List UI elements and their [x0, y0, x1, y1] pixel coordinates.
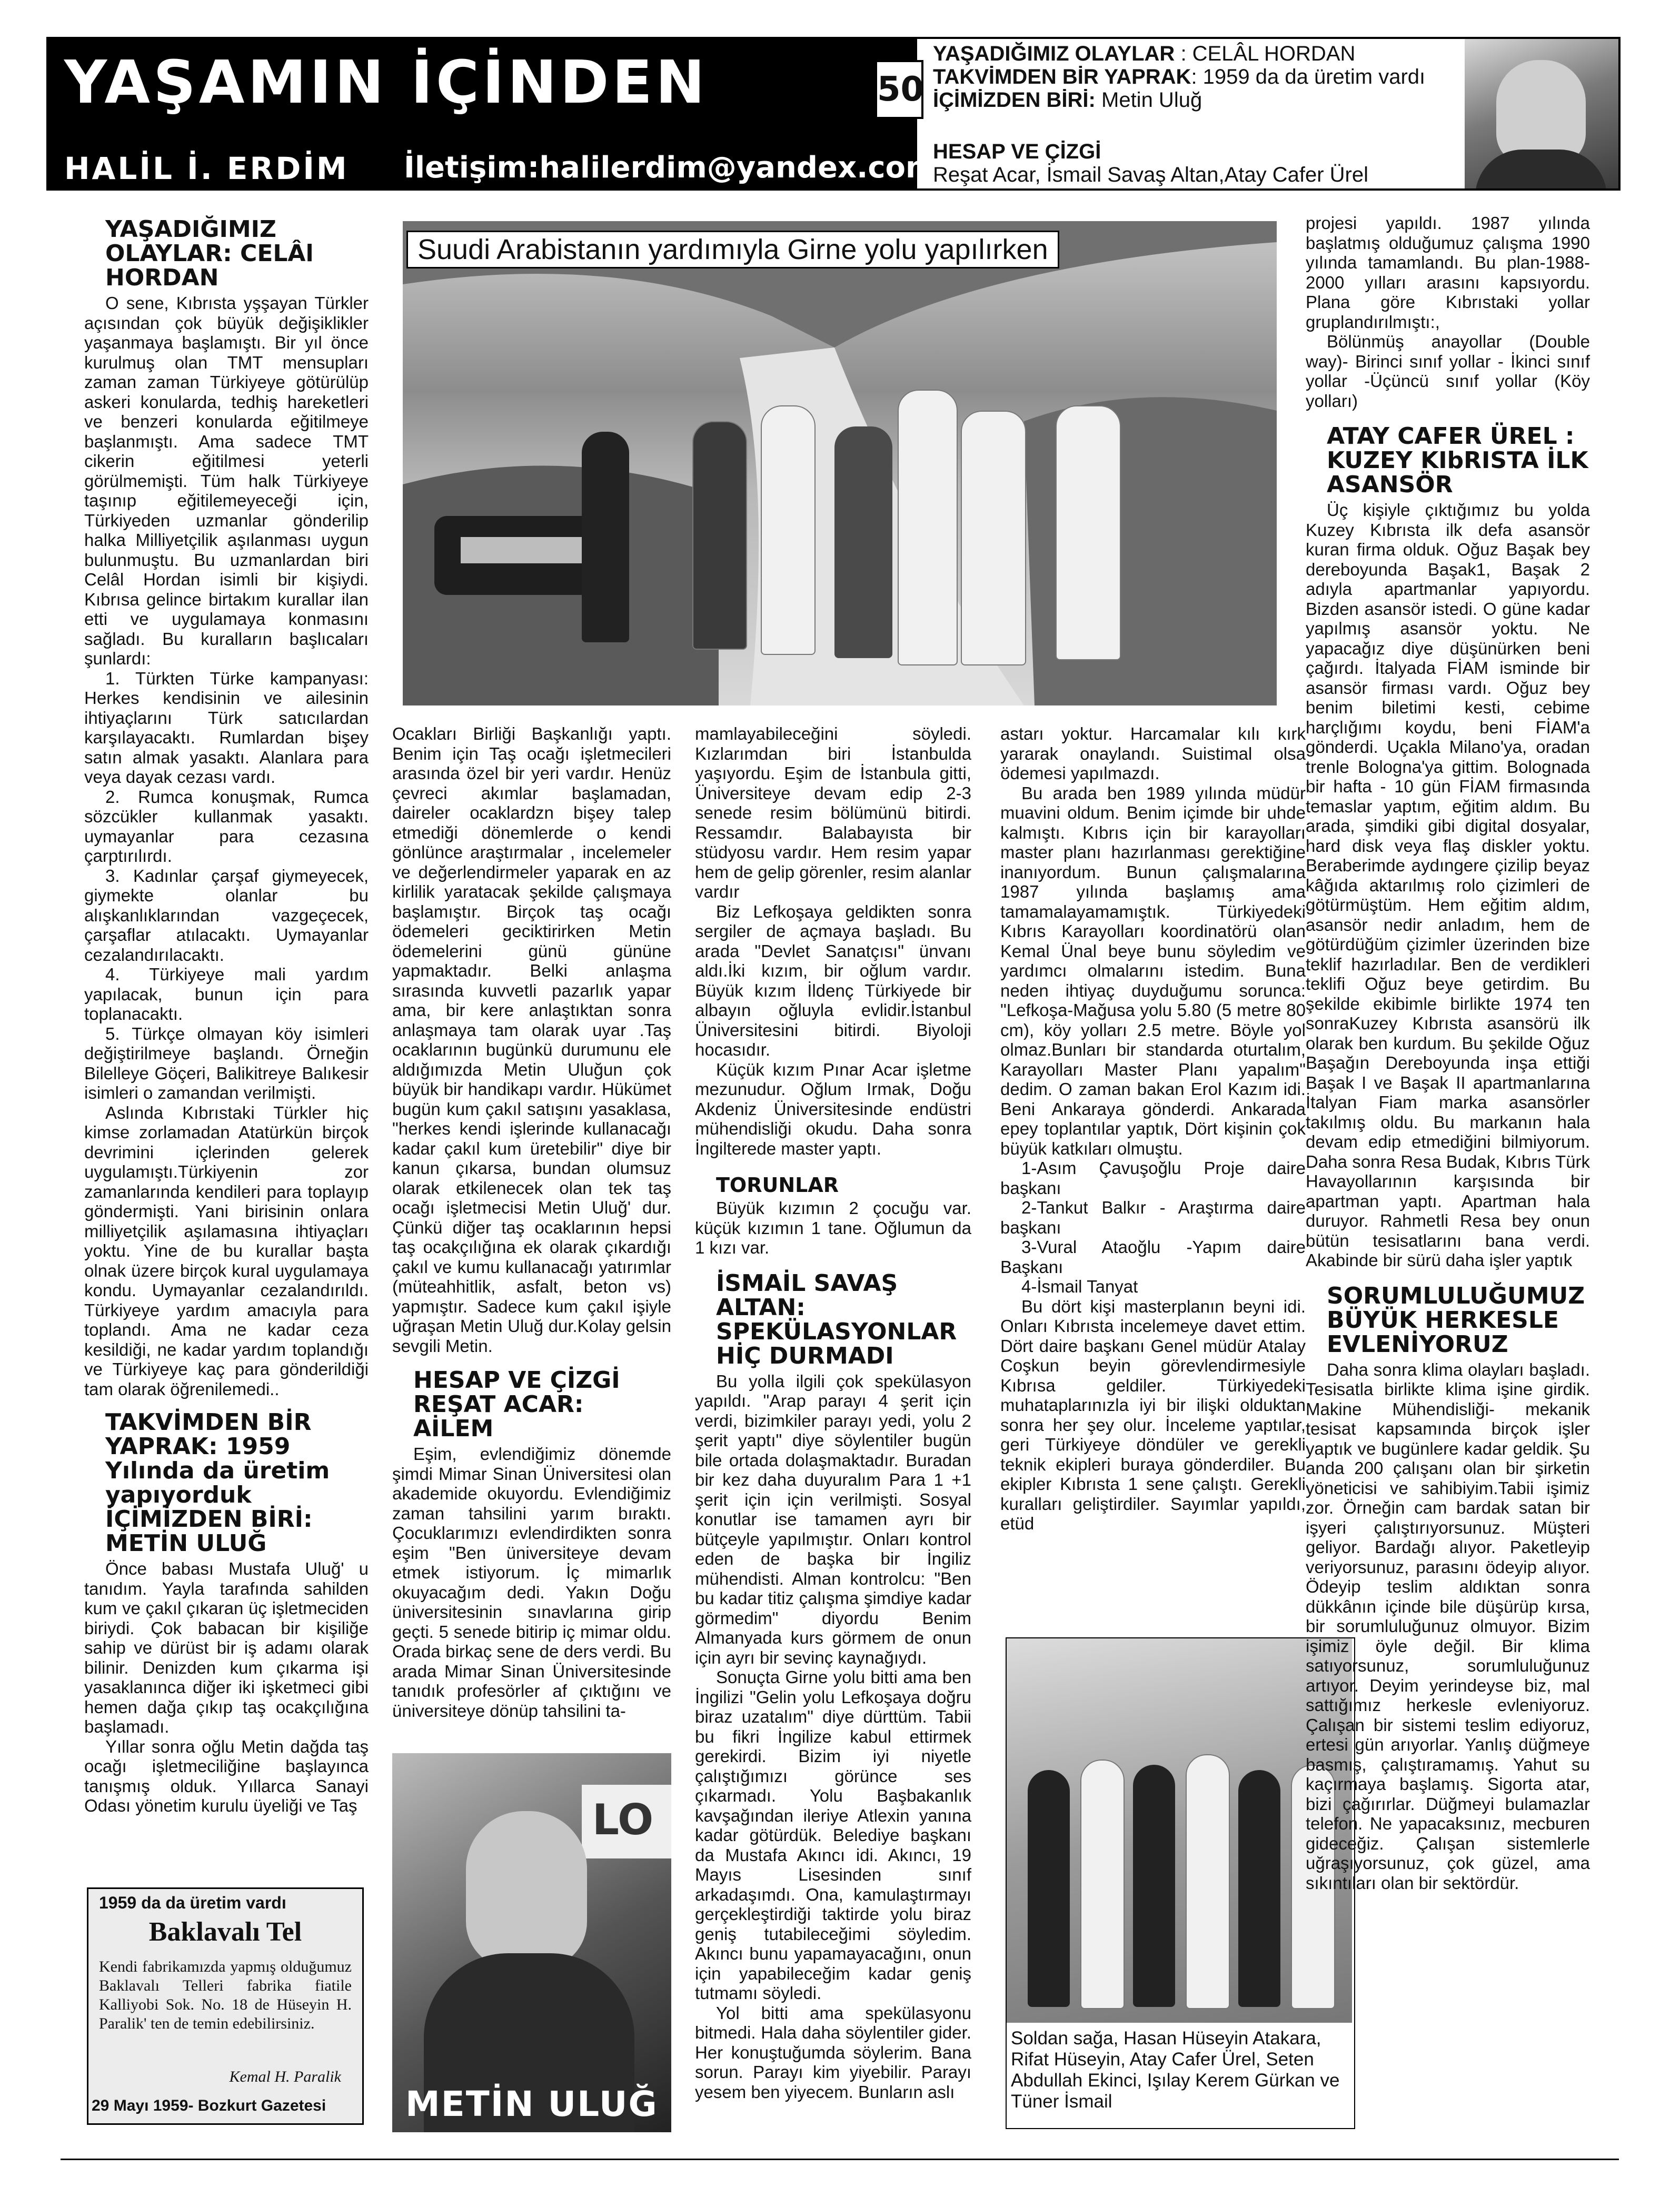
heading-sorumlulugumuz: SORUMLULUĞUMUZ BÜYÜK HERKESLE EVLENİYORUZ	[1327, 1282, 1585, 1358]
heading-ismail-savas-altan: İSMAİL SAVAŞ ALTAN: SPEKÜLASYONLAR HİÇ DURMADI	[716, 1269, 957, 1369]
group-photo-caption: Soldan sağa, Hasan Hüseyin Atakara, Rifat Hüseyin, Atay Cafer Ürel, Seten Abdullah Ekinci, Işılay Kerem Gürkan ve Tüner İsmail	[1011, 2028, 1340, 2112]
paragraph: Yol bitti ama spekülasyonu bitmedi. Hala daha söylentiler gider. Her konuştuğumda söylerim. Bana sorun. Parayı kim yiyebilir. Parayı yesem ben yiyecem. Bunların aslı	[695, 2003, 971, 2102]
paragraph: Sonuçta Girne yolu bitti ama ben İngilizi "Gelin yolu Lefkoşaya doğru biraz uzatalım" diye dürttüm. Tabii bu fikri İngilize kabul ettirmek gerekirdi. Bizim iyi niyetle çalıştığımızı görünce ses çıkarmadı. Yolu Başbakanlık kavşağından ileriye Atlexin yanına kadar götürdük. Belediye başkanı da Mustafa Akıncı idi. Akıncı, 19 Mayıs Lisesinden sınıf arkadaşımdı. Ona, kamulaştırmayı gerçekleştirdiği taktirde yolu biraz geniş tutabileceğimi söyledim. Akıncı bunu yapamayacağını, onun için yapabileceğim kadar geniş tutmamı söyledi.	[695, 1667, 971, 2003]
heading-atay-cafer-urel: ATAY CAFER ÜREL : KUZEY KIbRISTA İLK ASANSÖR	[1327, 423, 1588, 498]
index-line-hesap-label: HESAP VE ÇİZGİ	[933, 140, 1101, 163]
paragraph: Bu yolla ilgili çok spekülasyon yapıldı. "Arap parayı 4 şerit için verdi, bizimkiler parayı yedi, yolu 2 şerit yaptı" diye söylentiler bugün bile ortada dolaşmaktadır. Buradan bir kez daha duyuralım Para 1 +1 şerit için için verilmişti. Sosyal konutlar ise tamamen ayrı bir bütçeyle yapılmıştır. Onları kontrol eden de başka bir İngiliz mühendisti. Alman kontrolcu: "Ben bu kadar titiz çalışma şimdiye kadar görmedim" diyordu Benim Almanyada kurs görmem de onun için ayrı bir sevinç kaynağıydı.	[695, 1371, 971, 1667]
metin-photo-caption: METİN ULUĞ	[405, 2084, 658, 2124]
paragraph: Bölünmüş anayollar (Double way)- Birinci sınıf yollar - İkinci sınıf yollar -Üçüncü sınıf yollar (Köy yolları)	[1306, 332, 1590, 411]
paragraph: O sene, Kıbrısta yşşayan Türkler açısından çok büyük değişiklikler yaşanmaya başlamıştı. Bir yıl önce kurulmuş olan TMT mensupları zaman zaman Türkiyeye götürülüp askeri konularda, tedhiş hareketleri ve benzeri konularda eğitilmeye başlanmıştı. Ama sadece TMT cikerin eğitilmesi yeterli görülmemişti. Tüm halk Türkiyeye taşınıp eğitilemeyeceği için, Türkiyeden uzmanlar gönderilip halka Milliyetçilik aşılanması uygun bulunmuştu. Bu uzmanlardan biri Celâl Hordan isimli bir kişiydi. Kıbrısa gelince birtakım kurallar ilan etti ve uygulamaya konmasını sağladı. Bu kuralların başlıcaları şunlardı:	[84, 293, 369, 668]
heading-yasadigimiz-olaylar: YAŞADIĞIMIZ OLAYLAR: CELÂl HORDAN	[105, 216, 314, 291]
heading-hesap-ve-cizgi: HESAP VE ÇİZGİ REŞAT ACAR: AİLEM	[413, 1367, 620, 1442]
header-index	[933, 42, 1459, 186]
metin-ulug-photo	[392, 1753, 671, 2132]
paragraph: 3. Kadınlar çarşaf giymeyecek, giymekte olanlar bu alışkanlıklarından vazgeçecek, çarşaflar atılacaktı. Uymayanlar cezalandırılacaktı.	[84, 866, 369, 965]
clipping-title: Baklavalı Tel	[148, 1917, 302, 1947]
index-line-hesap-value: Reşat Acar, İsmail Savaş Altan,Atay Cafer Ürel	[933, 163, 1369, 186]
paragraph: Ocakları Birliği Başkanlığı yaptı. Benim için Taş ocağı işletmecileri arasında özel bir yeri vardır. Henüz çevreci akımlar başlamadan, daireler ocaklardzn bişey talep etmediği dönemlerde o kendi gönlünce araştırmalar , incelemeler ve değerlendirmeler yaparak en az kirlilik yaratacak şekilde çalışmaya başlamıştır. Birçok taş ocağı ödemeleri geciktirirken Metin ödemelerini günü gününe yapmaktadır. Belki anlaşma sırasında kuvvetli pazarlık yapar ama, bir kere anlaştıktan sonra anlaşmaya tam olarak uyar .Taş ocaklarının bugünkü durumunu ele aldığımızda Metin Uluğun çok büyük bir handikapı vardır. Hükümet bugün kum çakıl satışını yasaklasa, "herkes kendi işlerinde kullanacağı kadar çakıl kum üretebilir" diye bir kanun çıkarsa, bundan olumsuz olarak etkilenecek olan tek taş ocağı işletmecisi Metin Uluğ' dur. Çünkü diğer taş ocaklarının hepsi taş ocakçılığına ek olarak çıkardığı çakıl ve kumu kullanacağı yatırımlar (müteahhitlik, asfalt, beton vs) yapmıştır. Sadece kum çakıl işiyle uğraşan Metin Uluğ dur.Kolay gelsin sevgili Metin.	[392, 724, 671, 1356]
paragraph: 4. Türkiyeye mali yardım yapılacak, bunun için para toplanacaktı.	[84, 965, 369, 1023]
paragraph: Üç kişiyle çıktığımız bu yolda Kuzey Kıbrısta ilk defa asansör kuran firma olduk. Oğuz Başak bey dereboyunda Başak1, Başak 2 adıyla apartmanlar yapıyordu. Bizden asansör istedi. O güne kadar yapılmış asansör yoktu. Ne yapacağız diye düşünürken beni çağırdı. İtalyada FİAM isminde bir asansör firması vardı. Oğuz bey benim biletimi kesti, cebime harçlığımı koydu, beni FİAM'a gönderdi. Uçakla Milano'ya, oradan trenle Bologna'ya gittim. Bolognada bir hafta - 10 gün FİAM firmasında temaslar yaptım, eğitim aldım. Bu arada, şimdiki gibi digital dosyalar, hard disk veya flaş diskler yoktu. Beraberimde aydıngere çizilip beyaz kâğıda aktarılmış rolo çizimleri de götürmüştüm. Hem eğitim aldım, asansör nedir anladım, hem de götürdüğüm çizimler üzerinden bize teklif hazırladılar. Ben de verdikleri teklifi Oğuz beye getirdim. Bu şekilde ekibimle birlikte 1974 ten sonraKuzey Kıbrısta asansörü ilk olarak ben kurdum. Bu şekilde Oğuz Başağın Dereboyunda inşa ettiği Başak I ve Başak II apartmanlarına İtalyan Fiam marka asansörler takılmış oldu. Bu markanın hala devam edip etmediğini bilmiyorum. Daha sonra Resa Budak, Kıbrıs Türk Havayollarının karşısında bir apartman yaptı. Apartman hala duruyor. Rahmetli Resa bey onun bütün tesisatlarını bana verdi. Akabinde bir sürü daha işler yaptık	[1306, 500, 1590, 1270]
column-4	[1000, 724, 1306, 1534]
issue-number: 50	[875, 60, 923, 119]
paragraph: Önce babası Mustafa Uluğ' u tanıdım. Yayla tarafında sahilden kum ve çakıl çıkaran üç işletmeciden biriydi. Çok babacan bir kişiliğe sahip ve dürüst bir iş adamı olarak bilinir. Denizden kum çıkarma işi yasaklanınca diğer iki işketmeci gibi hemen dağa çıkıp taş ocakçılığına başlamadı.	[84, 1559, 369, 1736]
column-1	[84, 213, 369, 1816]
paragraph: Küçük kızım Pınar Acar işletme mezunudur. Oğlum Irmak, Doğu Akdeniz Üniversitesinde endüstri mühendisliği okudu. Daha sonra İngilterede master yaptı.	[695, 1059, 971, 1158]
paragraph: 1. Türkten Türke kampanyası: Herkes kendisinin ve ailesinin ihtiyaçlarını Türk satıcılardan karşılayacaktı. Rumlardan bişey satın almak yasaktı. Alanlara para veya dayak cezası vardı.	[84, 668, 369, 787]
paragraph: Daha sonra klima olayları başladı. Tesisatla birlikte klima işine girdik. Makine Mühendisliği- mekanik tesisat kapsamında birçok işler yaptık ve bugünlere kadar geldik. Şu anda 200 çalışanı olan bir şirketin yöneticisi ve sahibiyim.Tabii işimiz zor. Örneğin cam bardak satan bir işyeri çalıştırıyorsunuz. Müşteri geliyor. Bardağı alıyor. Paketleyip veriyorsunuz, parasını ödeyip alıyor. Ödeyip teslim aldıktan sonra dükkânın içinde bile düşürüp kırsa, bir sorumluluğunuz olmuyor. Bizim işimiz öyle değil. Bir klima satıyorsunuz, sorumluluğunuz artıyor. Deyim yerindeyse biz, mal sattığımız herkesle evleniyoruz. Çalışan bir sistemi teslim ediyoruz, ertesi gün arıyorlar. Yanlış düğmeye basmış, çalıştıramamış. Yahut su kaçırmaya başlamış. Sigorta atar, bizi çağırırlar. Düğmeyi bulamazlar telefon. Ne yapacaksınız, mecburen gideceğiz. Çalışan sistemlerle uğraşıyorsunuz, çok güzel, ama sıkıntıları olan bir sektördür.	[1306, 1359, 1590, 1893]
clipping-signature: Kemal H. Paralik	[229, 2068, 341, 2085]
paragraph: Bu dört kişi masterplanın beyni idi. Onları Kıbrısta incelemeye davet ettim. Dört daire başkanı Genel müdür Atalay Coşkun beyin görevlendirmesiyle Kıbrısa geldiler. Türkiyedeki muhataplarınızla iyi bir ilişki olduktan sonra her şey olur. İnceleme yaptılar, geri Türkiyeye döndüler ve gerekli teknik ekipleri buraya gönderdiler. Bu ekipler Kıbrısta 1 sene çalıştı. Gerekli kuralları geliştirdiler. Sayımlar yapıldı, etüd	[1000, 1296, 1306, 1533]
paragraph: 2-Tankut Balkır - Araştırma daire başkanı	[1000, 1198, 1306, 1237]
column-5	[1306, 213, 1590, 1893]
clipping-source: 29 Mayı 1959- Bozkurt Gazetesi	[92, 2097, 326, 2114]
column-2	[392, 724, 671, 1721]
masthead-black-panel	[48, 39, 937, 188]
paragraph: Eşim, evlendiğimiz dönemde şimdi Mimar Sinan Üniversitesi olan akademide okuyordu. Evlendiğimiz zaman tahsilini yarım bıraktı. Çocuklarımızı evlendirdikten sonra eşim "Ben üniversiteye devam etmek istiyorum. İç mimarlık okuyacağım dedi. Yakın Doğu üniversitesinin sınavlarına girip geçti. 5 senede bitirip iç mimar oldu. Orada birkaç sene de ders verdi. Bu arada Mimar Sinan Üniversitesinde tanıdık profesörler af çıktığını ve üniversiteye dönüp tahsilini ta-	[392, 1444, 671, 1721]
paragraph: projesi yapıldı. 1987 yılında başlatmış olduğumuz çalışma 1990 yılında tamamlandı. Bu plan-1988-2000 yılları arasını kapsıyordu. Plana göre Kıbrıstaki yollar gruplandırılmıştı:,	[1306, 213, 1590, 332]
paragraph: 2. Rumca konuşmak, Rumca sözcükler kullanmak yasaktı. uymayanlar para cezasına çarptırılırdı.	[84, 787, 369, 866]
heading-takvimden-bir-yaprak: TAKVİMDEN BİR YAPRAK: 1959 Yılında da üretim yapıyorduk İÇİMİZDEN BİRİ: METİN ULUĞ	[105, 1409, 330, 1557]
column-3	[695, 724, 971, 2102]
author-name: HALİL İ. ERDİM	[64, 151, 349, 186]
index-line-icimizden: İÇİMİZDEN BİRİ: Metin Uluğ	[933, 88, 1202, 112]
index-line-takvim: TAKVİMDEN BİR YAPRAK: 1959 da da üretim vardı	[933, 65, 1426, 88]
paragraph: Bu arada ben 1989 yılında müdür muavini oldum. Benim içimde bir uhde kalmıştı. Kıbrıs için bir karayolları master planı hazırlanması gerektiğine inanıyordum. Bunun çalışmalarına 1987 yılında başlamış ama tamamalayamamıştık. Türkiyedeki Kıbrıs Karayolları koordinatörü olan Kemal Ünal beye bunu söyledim ve yardımcı olmalarını istedim. Buna neden ihtiyaç duyduğumu sorunca: "Lefkoşa-Mağusa yolu 5.80 (5 metre 80 cm), köy yolları 2.5 metre. Böyle yol olmaz.Bunları bir standarda oturtalım, Karayolları Master Planı yapalım" dedim. O zaman bakan Erol Kazım idi. Beni Ankaraya gönderdi. Ankarada epey toplantılar yaptık, Dört kişinin çok büyük katkıları olmuştu.	[1000, 783, 1306, 1158]
road-photo-caption: Suudi Arabistanın yardımıyla Girne yolu yapılırken	[406, 231, 1059, 269]
group-photo	[1007, 1638, 1352, 2023]
paragraph: 4-İsmail Tanyat	[1021, 1277, 1138, 1296]
clipping-body: Kendi fabrikamızda yapmış olduğumuz Baklavalı Telleri fabrika fiatile Kalliyobi Sok. No. 18 de Hüseyin H. Paralik' ten de temin edebilirsiniz.	[99, 1958, 352, 2032]
paragraph: Yıllar sonra oğlu Metin dağda taş ocağı işletmeciliğine başlayınca tanışmış olduk. Yıllarca Sanayi Odası yönetim kurulu üyeliği ve Taş	[84, 1736, 369, 1815]
background-sign-text: LO	[592, 1795, 654, 1844]
bottom-rule	[61, 2159, 1619, 2160]
author-portrait	[1465, 39, 1618, 188]
masthead-header	[46, 37, 1621, 191]
paragraph: Büyük kızımın 2 çocuğu var. küçük kızımın 1 tane. Oğlumun da 1 kızı var.	[695, 1198, 971, 1257]
paragraph: 1-Asım Çavuşoğlu Proje daire başkanı	[1000, 1158, 1306, 1198]
paragraph: 3-Vural Ataoğlu -Yapım daire Başkanı	[1000, 1237, 1306, 1277]
paragraph: astarı yoktur. Harcamalar kılı kırk yararak onaylandı. Suistimal olsa ödemesi yapılmazdı.	[1000, 724, 1306, 783]
author-contact: İletişim:halilerdim@yandex.com	[404, 151, 937, 185]
paragraph: Biz Lefkoşaya geldikten sonra sergiler de açmaya başladı. Bu arada "Devlet Sanatçısı" ünvanı aldı.İki kızım, bir oğlum vardır. Büyük kızım İldenç Türkiyede bir albayın oğluyla evlidir.İstanbul Üniversitesini bitirdi. Biyoloji hocasıdır.	[695, 901, 971, 1059]
paragraph: 5. Türkçe olmayan köy isimleri değiştirilmeye başlandı. Örneğin Bilelleye Göçeri, Balikitreye Balıkesir isimleri o zamandan verilmişti.	[84, 1023, 369, 1102]
column-title: YAŞAMIN İÇİNDEN	[64, 48, 708, 117]
heading-torunlar: TORUNLAR	[716, 1174, 839, 1197]
group-photo-frame	[1006, 1637, 1355, 2129]
paragraph: Aslında Kıbrıstaki Türkler hiç kimse zorlamadan Atatürkün birçok devrimini içlerinden gelerek uygulamıştı.Türkiyenin zor zamanlarında kendileri para toplayıp göndermişti. Yani birisinin onlara milliyetçilik aşılamasına ihtiyaçları yoktu. Yine de bu kurallar başta olnak üzere birçok kural uygulamaya kondu. Uymayanlar cezalandırıldı. Türkiyeye yardım amacıyla para toplandı. Ama ne kadar ceza kesildiği, ne kadar yardım toplandığı ve Türkiyeye kaç para gönderildiği tam olarak öğrenilemedi..	[84, 1102, 369, 1399]
paragraph: mamlayabileceğini söyledi. Kızlarımdan biri İstanbulda yaşıyordu. Eşim de İstanbula gitti, Üniversiteye devam edip 2-3 senede resim bölümünü bitirdi. Ressamdır. Balabayısta bir stüdyosu vardır. Hem resim yapar hem de gelip görenler, resim alanlar vardır	[695, 724, 971, 901]
index-line-olaylar: YAŞADIĞIMIZ OLAYLAR : CELÂL HORDAN	[933, 42, 1356, 65]
road-construction-photo	[403, 221, 1277, 705]
clipping-top-label: 1959 da da üretim vardı	[99, 1893, 286, 1912]
newspaper-clipping	[87, 1887, 364, 2125]
